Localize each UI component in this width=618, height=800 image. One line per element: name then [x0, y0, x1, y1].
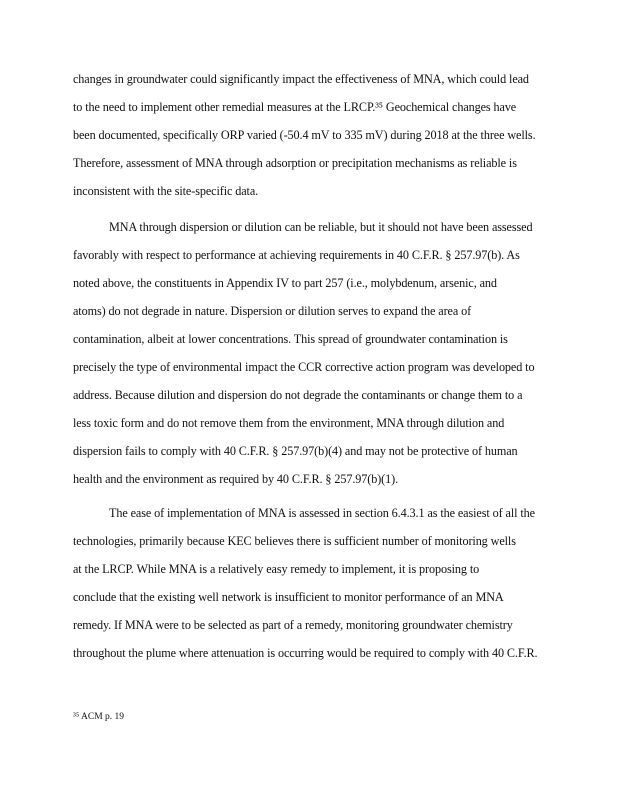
footnote: ³⁵ ACM p. 19 — [73, 712, 125, 722]
paragraph-2-line-2: favorably with respect to performance at achieving requirements in 40 C.F.R. § 257.97(b). As — [73, 248, 520, 262]
paragraph-1-line-4: Therefore, assessment of MNA through adsorption or precipitation mechanisms as reliable is — [73, 156, 517, 170]
paragraph-3-line-6: throughout the plume where attenuation is occurring would be required to comply with 40 C.F.R. — [73, 646, 538, 660]
paragraph-2-line-10: health and the environment as required by 40 C.F.R. § 257.97(b)(1). — [73, 472, 399, 486]
paragraph-1-line-2: to the need to implement other remedial measures at the LRCP.³⁵ Geochemical changes have — [73, 100, 517, 114]
paragraph-1-line-3: been documented, specifically ORP varied (-50.4 mV to 335 mV) during 2018 at the three wells. — [73, 128, 536, 142]
paragraph-3-line-2: technologies, primarily because KEC believes there is sufficient number of monitoring wells — [73, 534, 516, 548]
paragraph-1-line-1: changes in groundwater could significantly impact the effectiveness of MNA, which could lead — [73, 72, 529, 86]
paragraph-3-line-4: conclude that the existing well network is insufficient to monitor performance of an MNA — [73, 590, 504, 604]
paragraph-2-line-5: contamination, albeit at lower concentrations. This spread of groundwater contamination is — [73, 332, 508, 346]
paragraph-2-line-6: precisely the type of environmental impact the CCR corrective action program was developed to — [73, 360, 535, 374]
paragraph-3-line-1: The ease of implementation of MNA is assessed in section 6.4.3.1 as the easiest of all the — [109, 506, 535, 520]
paragraph-3-line-3: at the LRCP. While MNA is a relatively easy remedy to implement, it is proposing to — [73, 562, 480, 576]
paragraph-2-line-8: less toxic form and do not remove them from the environment, MNA through dilution and — [73, 416, 505, 430]
paragraph-2-line-1: MNA through dispersion or dilution can be reliable, but it should not have been assessed — [109, 220, 533, 234]
paragraph-2-line-7: address. Because dilution and dispersion do not degrade the contaminants or change them to a — [73, 388, 523, 402]
paragraph-2-line-3: noted above, the constituents in Appendix IV to part 257 (i.e., molybdenum, arsenic, and — [73, 276, 497, 290]
paragraph-2-line-4: atoms) do not degrade in nature. Dispersion or dilution serves to expand the area of — [73, 304, 472, 318]
paragraph-1-line-5: inconsistent with the site-specific data. — [73, 184, 259, 198]
paragraph-2-line-9: dispersion fails to comply with 40 C.F.R. § 257.97(b)(4) and may not be protective of human — [73, 444, 518, 458]
paragraph-3-line-5: remedy. If MNA were to be selected as part of a remedy, monitoring groundwater chemistry — [73, 618, 513, 632]
